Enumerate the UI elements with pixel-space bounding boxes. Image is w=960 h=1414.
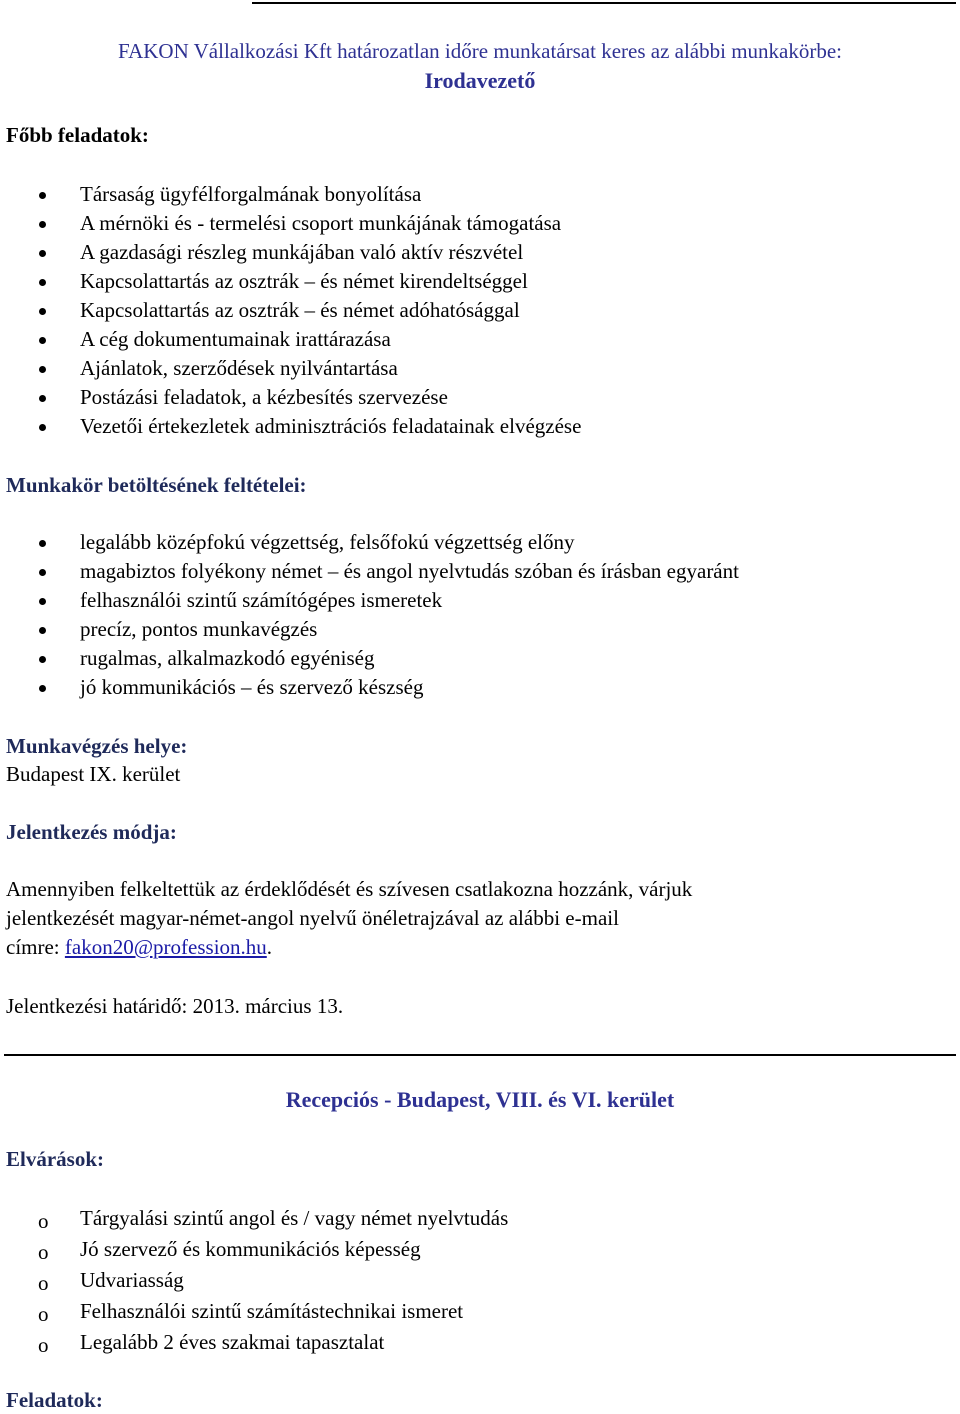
list-item: rugalmas, alkalmazkodó egyéniség	[0, 644, 739, 673]
bullet-icon	[39, 424, 46, 431]
list-item: o Legalább 2 éves szakmai tapasztalat	[0, 1327, 508, 1358]
list-item: o Tárgyalási szintű angol és / vagy német nyelvtudás	[0, 1203, 508, 1234]
list-item: o Udvariasság	[0, 1265, 508, 1296]
bullet-icon	[39, 598, 46, 605]
second-job-title: Recepciós - Budapest, VIII. és VI. kerület	[285, 1087, 675, 1112]
bullet-icon	[39, 540, 46, 547]
application-line-1: Amennyiben felkeltettük az érdeklődését és szívesen csatlakozna hozzánk, várjuk	[6, 877, 693, 901]
bullet-icon	[39, 685, 46, 692]
list-item: Kapcsolattartás az osztrák – és német kirendeltséggel	[0, 267, 581, 296]
application-heading: Jelentkezés módja:	[6, 820, 177, 844]
main-tasks-heading: Főbb feladatok:	[6, 123, 149, 147]
bullet-icon	[39, 250, 46, 257]
bullet-icon	[39, 395, 46, 402]
list-item: o Felhasználói szintű számítástechnikai ismeret	[0, 1296, 508, 1327]
circle-bullet-icon: o	[38, 1271, 49, 1295]
list-item: jó kommunikációs – és szervező készség	[0, 673, 739, 702]
bullet-icon	[39, 192, 46, 199]
list-item: A cég dokumentumainak irattárazása	[0, 325, 581, 354]
bullet-icon	[39, 366, 46, 373]
requirements-list	[0, 528, 739, 702]
tasks-heading: Feladatok:	[6, 1388, 103, 1412]
bullet-icon	[39, 627, 46, 634]
job-title: Irodavezető	[424, 68, 536, 93]
location-text: Budapest IX. kerület	[6, 762, 181, 786]
list-item: Postázási feladatok, a kézbesítés szervezése	[0, 383, 581, 412]
list-item: magabiztos folyékony német – és angol nyelvtudás szóban és írásban egyaránt	[0, 557, 739, 586]
deadline-text: Jelentkezési határidő: 2013. március 13.	[6, 994, 344, 1018]
list-item: A gazdasági részleg munkájában való aktív részvétel	[0, 238, 581, 267]
list-item: A mérnöki és - termelési csoport munkájának támogatása	[0, 209, 581, 238]
application-line-3: címre: fakon20@profession.hu.	[6, 935, 273, 959]
bullet-icon	[39, 279, 46, 286]
circle-bullet-icon: o	[38, 1240, 49, 1264]
list-item: legalább középfokú végzettség, felsőfokú végzettség előny	[0, 528, 739, 557]
expectations-heading: Elvárások:	[6, 1147, 105, 1171]
main-tasks-list	[0, 180, 581, 441]
job-intro: FAKON Vállalkozási Kft határozatlan időre munkatársat keres az alábbi munkakörbe:	[117, 39, 843, 63]
list-item: precíz, pontos munkavégzés	[0, 615, 739, 644]
bullet-icon	[39, 337, 46, 344]
list-item: felhasználói szintű számítógépes ismeretek	[0, 586, 739, 615]
section-divider	[4, 1054, 956, 1056]
top-rule	[252, 2, 956, 4]
email-link[interactable]: fakon20@profession.hu	[64, 935, 267, 959]
list-item: Kapcsolattartás az osztrák – és német adóhatósággal	[0, 296, 581, 325]
circle-bullet-icon: o	[38, 1302, 49, 1326]
expectations-list	[0, 1203, 508, 1358]
bullet-icon	[39, 221, 46, 228]
list-item: o Jó szervező és kommunikációs képesség	[0, 1234, 508, 1265]
list-item: Vezetői értekezletek adminisztrációs feladatainak elvégzése	[0, 412, 581, 441]
circle-bullet-icon: o	[38, 1209, 49, 1233]
list-item: Ajánlatok, szerződések nyilvántartása	[0, 354, 581, 383]
bullet-icon	[39, 308, 46, 315]
application-line-2: jelentkezését magyar-német-angol nyelvű önéletrajzával az alábbi e-mail	[6, 906, 619, 930]
location-heading: Munkavégzés helye:	[6, 734, 188, 758]
list-item: Társaság ügyfélforgalmának bonyolítása	[0, 180, 581, 209]
bullet-icon	[39, 656, 46, 663]
circle-bullet-icon: o	[38, 1333, 49, 1357]
bullet-icon	[39, 569, 46, 576]
requirements-heading: Munkakör betöltésének feltételei:	[6, 473, 307, 497]
